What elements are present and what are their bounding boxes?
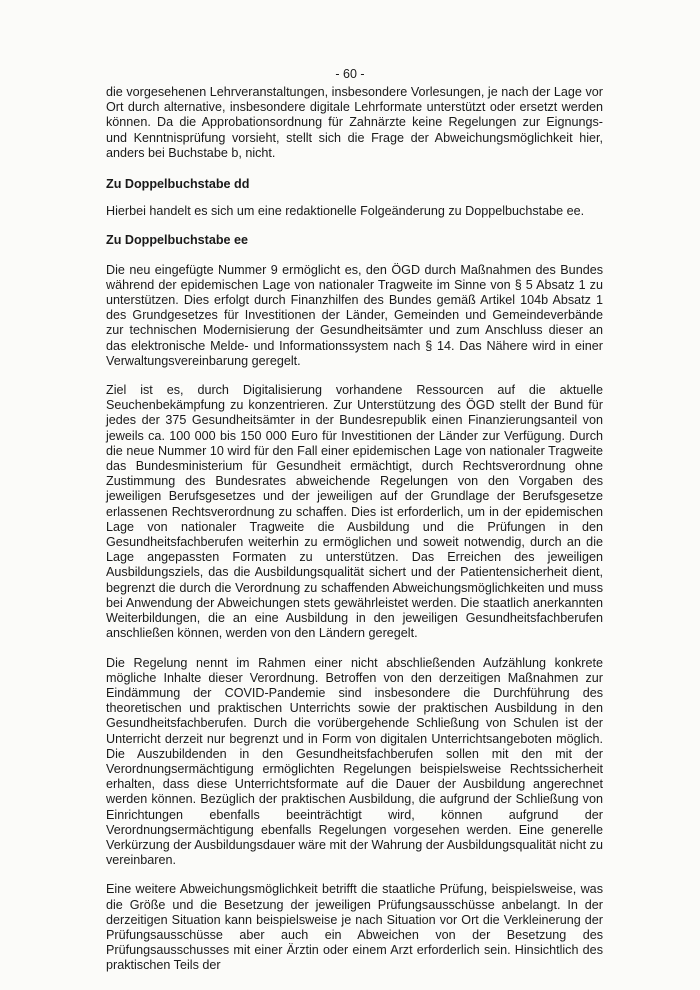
heading-doppelbuchstabe-ee: Zu Doppelbuchstabe ee [106, 233, 249, 248]
paragraph-ee-1: Die neu eingefügte Nummer 9 ermöglicht es, den ÖGD durch Maßnahmen des Bundes während der epidemischen Lage von nationaler Tragweite im Sinne von § 5 Absatz 1 zu unterstützen. Dies erfolgt durch Finanzhilfen des Bundes gemäß Artikel 104b Absatz 1 des Grundgesetzes für Investitionen der Länder, Gemeinden und Gemeindeverbände zur technischen Modernisierung der Gesundheitsämter und zum Anschluss dieser an das elektronische Melde- und Informationssystem nach § 14. Das Nähere wird in einer Verwaltungsvereinbarung geregelt. [106, 262, 603, 368]
page-number: - 60 - [335, 67, 365, 81]
body-text [106, 85, 603, 974]
heading-doppelbuchstabe-dd: Zu Doppelbuchstabe dd [106, 177, 250, 192]
paragraph-ee-2: Ziel ist es, durch Digitalisierung vorhandene Ressourcen auf die aktuelle Seuchenbekämpfung zu konzentrieren. Zur Unterstützung des ÖGD stellt der Bund für jedes der 375 Gesundheitsämter in der Bundesrepublik einen Finanzierungsanteil von jeweils ca. 100 000 bis 150 000 Euro für Investitionen der Länder zur Verfügung. Durch die neue Nummer 10 wird für den Fall einer epidemischen Lage von nationaler Tragweite das Bundesministerium für Gesundheit ermächtigt, durch Rechtsverordnung ohne Zustimmung des Bundesrates abweichende Regelungen von den Vorgaben des jeweiligen Berufsgesetzes und der jeweiligen auf der Grundlage der Berufsgesetze erlassenen Rechtsverordnung zu schaffen. Dies ist erforderlich, um in der epidemischen Lage von nationaler Tragweite die Ausbildung und die Prüfungen in den Gesundheitsfachberufen weiterhin zu ermöglichen und soweit notwendig, durch an die Lage angepassten Formaten zu unterstützen. Das Erreichen des jeweiligen Ausbildungsziels, das die Ausbildungsqualität sichert und der Patientensicherheit dient, begrenzt die durch die Verordnung zu schaffenden Abweichungsmöglichkeiten und muss bei Anwendung der Abweichungen stets gewährleistet werden. Die staatlich anerkannten Weiterbildungen, die an eine Ausbildung in den jeweiligen Gesundheitsfachberufen anschließen können, werden von den Ländern geregelt. [106, 383, 603, 641]
paragraph-ee-3: Die Regelung nennt im Rahmen einer nicht abschließenden Aufzählung konkrete mögliche Inhalte dieser Verordnung. Betroffen von den derzeitigen Maßnahmen zur Eindämmung der COVID-Pandemie sind insbesondere die Durchführung des theoretischen und praktischen Unterrichts sowie der praktischen Ausbildung in den Gesundheitsfachberufen. Durch die vorübergehende Schließung von Schulen ist der Unterricht derzeit nur begrenzt und in Form von digitalen Unterrichtsangeboten möglich. Die Auszubildenden in den Gesundheitsfachberufen sollen mit den mit der Verordnungsermächtigung ermöglichten Regelungen beispielsweise Rechtssicherheit erhalten, dass diese Unterrichtsformate auf die Dauer der Ausbildung angerechnet werden können. Bezüglich der praktischen Ausbildung, die aufgrund der Schließung von Einrichtungen ebenfalls beeinträchtigt wird, können aufgrund der Verordnungsermächtigung ebenfalls Regelungen vorgesehen werden. Eine generelle Verkürzung der Ausbildungsdauer wäre mit der Wahrung der Ausbildungsqualität nicht zu vereinbaren. [106, 655, 603, 868]
paragraph-intro: die vorgesehenen Lehrveranstaltungen, insbesondere Vorlesungen, je nach der Lage vor Ort durch alternative, insbesondere digitale Lehrformate unterstützt oder ersetzt werden können. Da die Approbationsordnung für Zahnärzte keine Regelungen zur Eignungs- und Kenntnisprüfung vorsieht, stellt sich die Frage der Abweichungsmöglichkeit hier, anders bei Buchstabe b, nicht. [106, 85, 603, 160]
paragraph-ee-4: Eine weitere Abweichungsmöglichkeit betrifft die staatliche Prüfung, beispielsweise, was die Größe und die Besetzung der jeweiligen Prüfungsausschüsse anbelangt. In der derzeitigen Situation kann beispielsweise je nach Situation vor Ort die Verkleinerung der Prüfungsausschüsse aber auch ein Abweichen von der Besetzung des Prüfungsausschusses mit einer Ärztin oder einem Arzt erforderlich sein. Hinsichtlich des praktischen Teils der [106, 882, 603, 973]
paragraph-dd: Hierbei handelt es sich um eine redaktionelle Folgeänderung zu Doppelbuchstabe ee. [106, 204, 585, 219]
